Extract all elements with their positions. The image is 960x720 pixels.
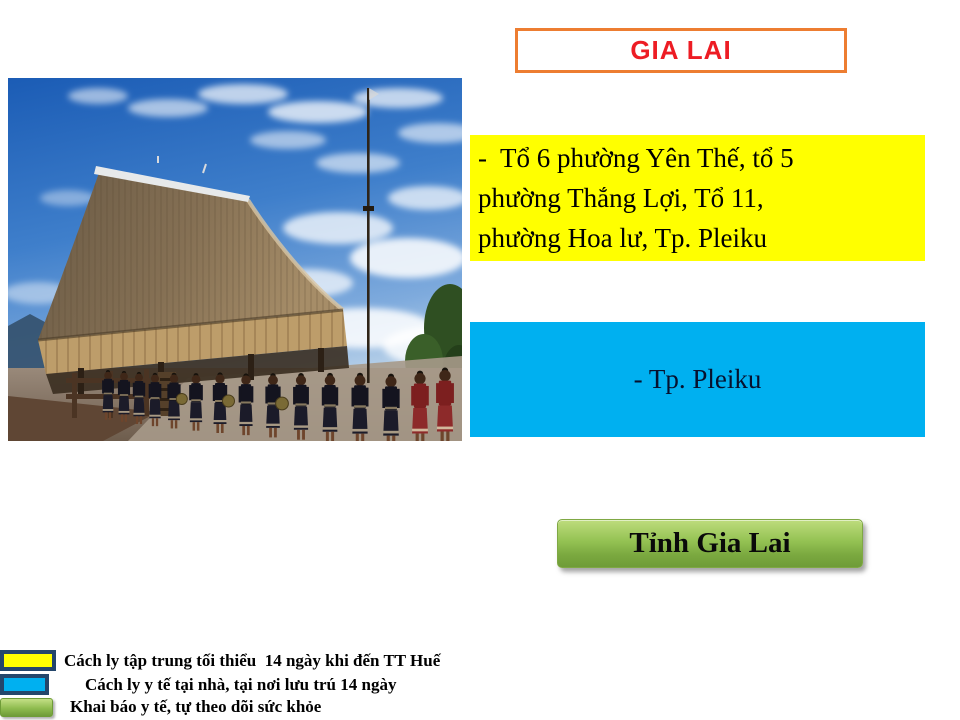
yellow-swatch-icon [0,650,56,671]
legend-label: Cách ly tập trung tối thiểu 14 ngày khi đến TT Huế [64,650,441,670]
legend-item-home-quarantine [0,674,396,695]
legend-label: Khai báo y tế, tự theo dõi sức khỏe [70,697,322,716]
yellow-box-line: phường Thắng Lợi, Tổ 11, [478,183,764,213]
legend-item-centralized-quarantine [0,650,440,671]
yellow-quarantine-box [470,135,925,261]
green-swatch-icon [0,698,53,717]
legend-item-health-declaration [0,697,321,717]
legend-label: Cách ly y tế tại nhà, tại nơi lưu trú 14 ngày [85,674,397,694]
blue-swatch-icon [0,674,49,695]
photo-illustration [8,78,462,441]
yellow-box-line: phường Hoa lư, Tp. Pleiku [478,223,768,253]
blue-quarantine-box [470,322,925,437]
page-title: GIA LAI [630,35,732,65]
province-button[interactable] [557,519,863,568]
title-box [515,28,847,73]
blue-box-text: - Tp. Pleiku [633,364,762,394]
rong-house-photo [8,78,462,441]
yellow-box-line: - Tổ 6 phường Yên Thế, tổ 5 [478,143,794,173]
province-button-label: Tỉnh Gia Lai [629,527,791,559]
